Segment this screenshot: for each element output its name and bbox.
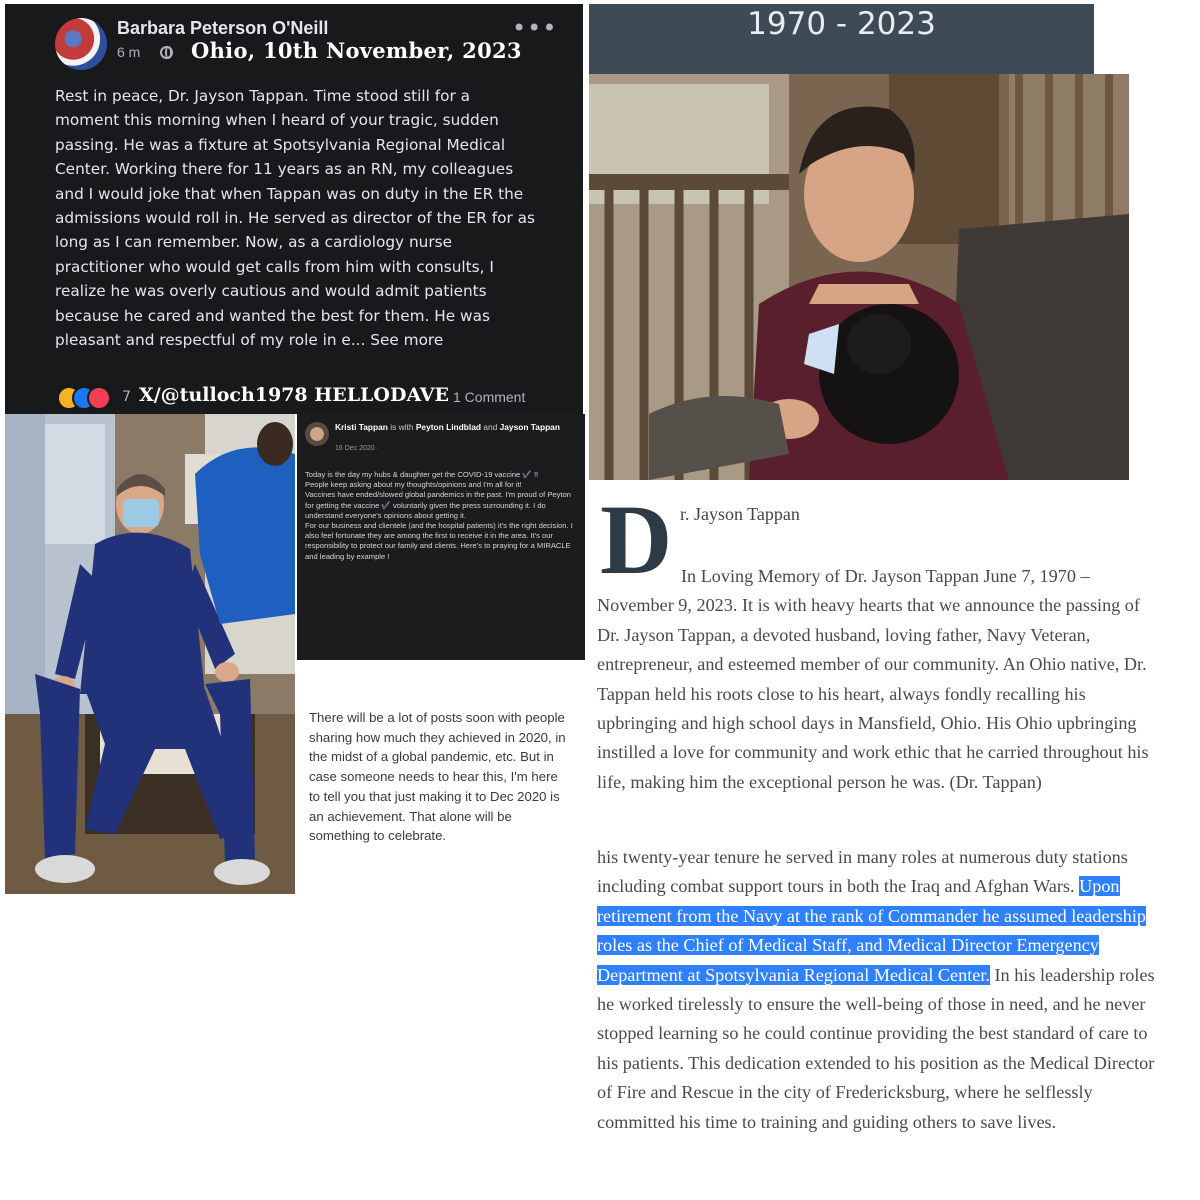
text-post-card <box>297 662 585 892</box>
obituary-paragraph-2-end: In his leadership roles he worked tirelessly to ensure the well-being of those in need, and he never stopped learning so he could continue providing the best standard of care to his patients. This dedication extended to his position as the Medical Director of Fire and Rescue in the city of Fredericksburg, where he selflessly committed his time to training and guiding others to save lives. <box>597 964 1155 1132</box>
more-options-icon[interactable]: ••• <box>512 14 558 42</box>
obituary-paragraph-1: In Loving Memory of Dr. Jayson Tappan June 7, 1970 – November 9, 2023. It is with heavy hearts that we announce the passing of Dr. Jayson Tappan, a devoted husband, loving father, Navy Veteran, entrepreneur, and esteemed member of our community. An Ohio native, Dr. Tappan held his roots close to his heart, always fondly recalling his upbringing and high school days in Mansfield, Ohio. His Ohio upbringing instilled a love for community and work ethic that he carried throughout his life, making him the exceptional person he was. (Dr. Tappan) <box>597 566 1149 792</box>
small-post-author[interactable]: Kristi Tappan <box>335 422 388 432</box>
post-body-text: Rest in peace, Dr. Jayson Tappan. Time stood still for a moment this morning when I heard of your tragic, sudden passing. He was a fixture at Spotsylvania Regional Medical Center. Working there for 11 years as an RN, my colleagues and I would joke that when Tappan was on duty in the ER the admissions would roll in. He served as director of the ER for as long as I can remember. Now, as a cardiology nurse practitioner who would get calls from him with consults, I realize he was overly cautious and would admit patients because he cared and wanted the best for them. He was pleasant and respectful of my role in e... <box>55 87 535 350</box>
small-post-date[interactable]: 16 Dec 2020 · <box>335 445 379 452</box>
facebook-post-screenshot <box>5 4 583 414</box>
highlighted-text-selection[interactable]: Upon retirement from the Navy at the rank of Commander he assumed leadership roles as the Chief of Medical Staff, and Medical Director Emergency Department at Spotsylvania Regional Medical Center. <box>597 876 1146 985</box>
post-author-name[interactable]: Barbara Peterson O'Neill <box>117 18 329 38</box>
small-post-body: Today is the day my hubs & daughter get the COVID-19 vaccine ✔️ !! People keep asking about my thoughts/opinions and I'm all for it! Vaccines have ended/slowed global pandemics in the past. I'm proud of Peyton for getting the vaccine ✔️ voluntarily given the press surrounding it. I do understand everyone's opinions about getting it. For our business and clientele (and the hospital patients) it's the right decision. I also feel fortunate they are among the first to receive it in the area. It's our responsibility to protect our family and clients. Here's to praying for a MIRACLE and leading by example ! <box>305 470 573 561</box>
obituary-years: 1970 - 2023 <box>747 6 936 42</box>
overlay-caption: Ohio, 10th November, 2023 <box>191 38 522 63</box>
text-post-body: There will be a lot of posts soon with people sharing how much they achieved in 2020, in the midst of a global pandemic, etc. But in case someone needs to hear this, I'm here to tell you that just making it to Dec 2020 is an achievement. That alone will be something to celebrate. <box>309 710 566 844</box>
small-post-tagged-1[interactable]: Peyton Lindblad <box>415 422 481 432</box>
obituary-paragraph-2-start: his twenty-year tenure he served in many roles at numerous duty stations including combat support tours in both the Iraq and Afghan Wars. <box>597 847 1128 897</box>
author-avatar[interactable] <box>55 18 107 70</box>
vaccination-photo-illustration <box>5 414 295 894</box>
globe-icon <box>160 46 173 59</box>
post-timestamp[interactable]: 6 m <box>117 44 141 60</box>
small-post-and-text: and <box>483 422 498 432</box>
small-post-tagged-2[interactable]: Jayson Tappan <box>499 422 560 432</box>
post-body <box>55 84 537 352</box>
comment-count-link[interactable]: 1 Comment <box>453 389 526 405</box>
small-facebook-post <box>297 414 585 660</box>
small-post-with-text: is with <box>390 422 414 432</box>
obituary-paragraph-2 <box>597 843 1162 1137</box>
love-reaction-icon <box>87 386 111 410</box>
portrait-photo <box>589 74 1129 480</box>
portrait-photo-illustration <box>589 74 1129 480</box>
overlay-handle-watermark: X/@tulloch1978 HELLODAVE <box>139 384 450 406</box>
obituary-name: r. Jayson Tappan <box>680 504 800 524</box>
reaction-count[interactable]: 7 <box>122 389 131 405</box>
small-post-avatar[interactable] <box>305 422 329 446</box>
small-post-header <box>335 422 580 432</box>
reaction-icons[interactable] <box>57 386 127 408</box>
vaccination-photo <box>5 414 295 894</box>
dropcap-letter: D <box>600 484 673 595</box>
obituary-header <box>589 4 1094 74</box>
see-more-link[interactable]: See more <box>370 331 444 350</box>
